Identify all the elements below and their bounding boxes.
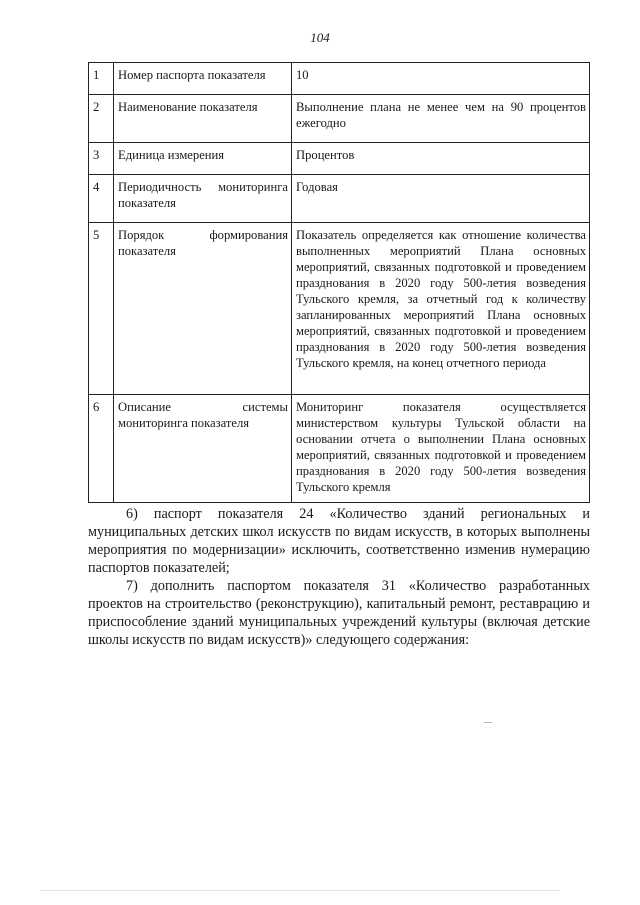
row-label: Порядок формирования показателя bbox=[114, 223, 292, 395]
row-number: 1 bbox=[89, 63, 114, 95]
indicator-passport-table bbox=[88, 62, 590, 503]
row-value: Выполнение плана не менее чем на 90 процентов ежегодно bbox=[292, 95, 590, 143]
table-row bbox=[89, 223, 590, 395]
row-value: Годовая bbox=[292, 175, 590, 223]
scan-artifact bbox=[484, 722, 492, 723]
row-value: 10 bbox=[292, 63, 590, 95]
paragraph-item-7: 7) дополнить паспортом показателя 31 «Количество разработанных проектов на строительство (реконструкцию), капитальный ремонт, реставрацию и приспособление зданий муниципальных учреждений культуры (включая детские школы искусств по видам искусств)» следующего содержания: bbox=[88, 578, 590, 648]
row-value: Процентов bbox=[292, 143, 590, 175]
row-label: Периодичность мониторинга показателя bbox=[114, 175, 292, 223]
row-label: Номер паспорта показателя bbox=[114, 63, 292, 95]
row-number: 6 bbox=[89, 395, 114, 503]
scan-artifact bbox=[40, 890, 560, 891]
table-row bbox=[89, 395, 590, 503]
table-row bbox=[89, 63, 590, 95]
row-value: Показатель определяется как отношение количества выполненных мероприятий Плана основных мероприятий, связанных подготовкой и проведением празднования в 2020 году 500-летия возведения Тульского кремля, за отчетный год к количеству запланированных мероприятий Плана основных мероприятий, связанных подготовкой и проведением празднования в 2020 году 500-летия возведения Тульского кремля, на конец отчетного периода bbox=[292, 223, 590, 395]
row-label: Описание системы мониторинга показателя bbox=[114, 395, 292, 503]
row-label: Наименование показателя bbox=[114, 95, 292, 143]
row-value: Мониторинг показателя осуществляется министерством культуры Тульской области на основании отчета о выполнении Плана основных мероприятий, связанных подготовкой и проведением празднования в 2020 году 500-летия возведения Тульского кремля bbox=[292, 395, 590, 503]
row-label: Единица измерения bbox=[114, 143, 292, 175]
row-number: 5 bbox=[89, 223, 114, 395]
row-number: 3 bbox=[89, 143, 114, 175]
paragraph-item-6: 6) паспорт показателя 24 «Количество зданий региональных и муниципальных детских школ искусств по видам искусств, в которых выполнены мероприятия по модернизации» исключить, соответственно изменив нумерацию паспортов показателей; bbox=[88, 506, 590, 576]
table-row bbox=[89, 175, 590, 223]
document-body bbox=[88, 505, 590, 649]
row-number: 4 bbox=[89, 175, 114, 223]
row-number: 2 bbox=[89, 95, 114, 143]
table-row bbox=[89, 143, 590, 175]
page-number: 104 bbox=[310, 30, 330, 45]
table-row bbox=[89, 95, 590, 143]
